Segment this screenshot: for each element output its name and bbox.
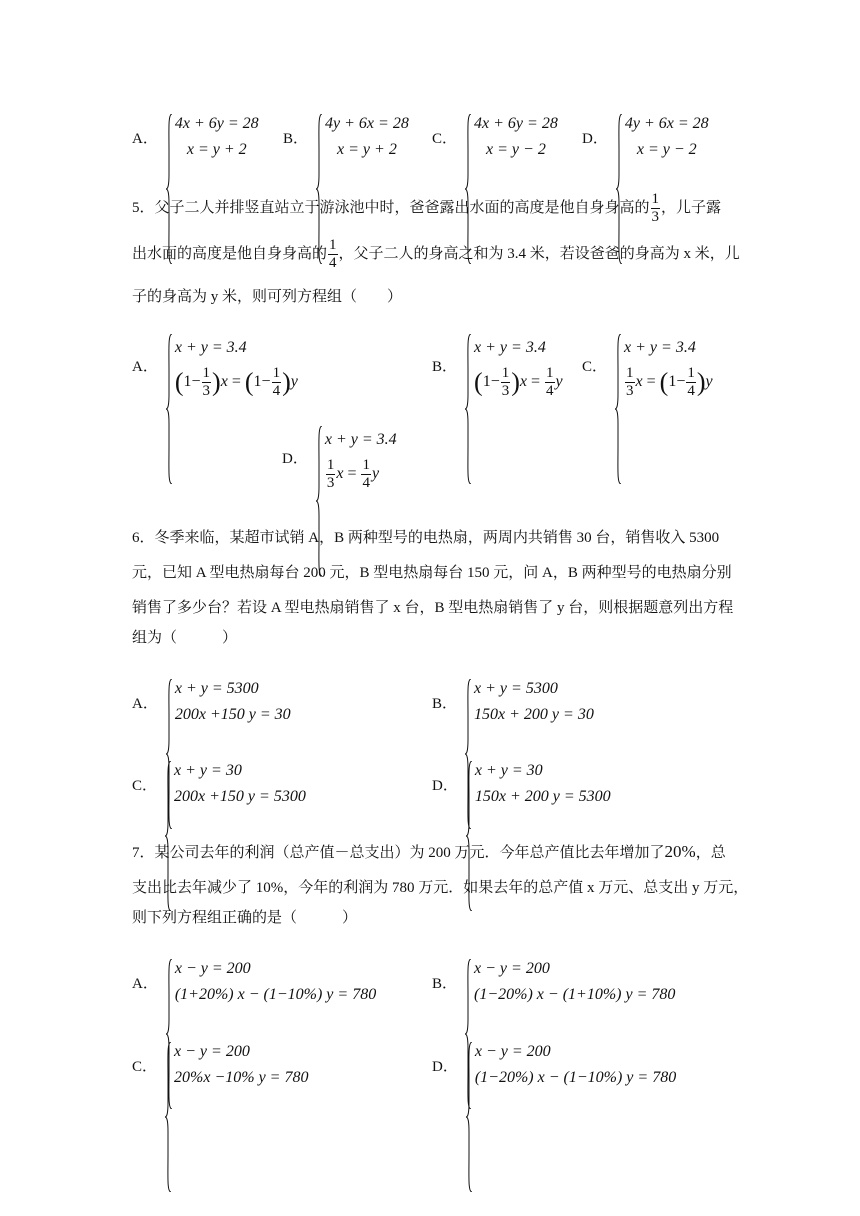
q6-line-4: 组为（ ） [132,630,238,646]
q6-line-1: 6．冬季来临，某超市试销 A，B 两种型号的电热扇，两周内共销售 30 台，销售收入 5300 [132,530,720,546]
q6-option-a[interactable] [132,676,291,728]
equation-1: x − y = 200 [474,1043,551,1060]
equation-system [465,331,563,400]
option-label: B． [432,695,458,712]
equation-system [465,676,594,728]
equation-system [465,111,558,163]
equation-1: x + y = 3.4 [624,339,696,356]
equation-system [166,331,298,400]
option-label: D． [582,130,608,147]
option-label: C． [132,777,158,794]
option-label: B． [432,359,458,375]
q7-option-d[interactable] [432,1039,676,1091]
equation-1: x + y = 5300 [474,680,558,697]
brace-icon [466,1042,472,1192]
q4-option-a[interactable] [132,111,259,163]
equation-system [616,111,709,163]
q5-option-c[interactable] [582,331,713,400]
option-label: B． [432,975,458,992]
q7-line-2: 支出比去年减少了 10%，今年的利润为 780 万元．如果去年的总产值 x 万元、总支出 y 万元， [132,880,749,896]
option-label: D． [282,451,308,467]
brace-icon [166,334,172,484]
equation-1: 4y + 6x = 28 [325,115,409,132]
equation-1: 4x + 6y = 28 [474,115,558,132]
equation-1: x + y = 30 [474,762,543,779]
q4-option-b[interactable] [283,111,409,163]
q6-option-c[interactable] [132,758,306,810]
equation-1: x + y = 3.4 [174,339,247,356]
equation-2: x = y + 2 [337,141,397,158]
equation-system [316,111,409,163]
equation-1: x + y = 30 [174,762,242,779]
equation-system [165,1039,308,1091]
option-label: A． [132,359,158,375]
brace-icon [465,334,471,484]
q6-option-d[interactable] [432,758,611,810]
equation-system [466,1039,676,1091]
q5-line-2: 出水面的高度是他自身身高的 $\frac{1}{4}$ ，父子二人的身高之和为 3.4 米，若设爸爸的身高为 x 米，儿 [132,237,740,272]
equation-2: x = y − 2 [486,141,546,158]
brace-icon [165,1042,171,1192]
equation-2: x = y − 2 [636,141,697,158]
q7-line-1: 7．某公司去年的利润（总产值－总支出）为 200 万元．今年总产值比去年增加了20%，总 [132,842,726,861]
q4-option-d[interactable] [582,111,709,163]
equation-system [166,676,291,728]
fraction-one-quarter: $\frac{1}{4}$ [329,237,337,272]
equation-1: x − y = 200 [174,1043,250,1060]
equation-1: x + y = 3.4 [474,339,546,356]
option-label: C． [582,359,608,375]
equation-1: x + y = 5300 [174,680,259,697]
equation-system [465,956,675,1008]
option-label: D． [432,1058,458,1075]
equation-2: x = y + 2 [186,141,247,158]
equation-2: $\frac{1}{3}$ x = $\frac{1}{4}$ y [326,457,380,491]
equation-2: $\frac{1}{3}$ x = (1− $\frac{1}{4}$ )y [626,365,713,399]
option-label: C． [132,1058,158,1075]
q5-option-a[interactable] [132,331,298,400]
q5-line-1: 5．父子二人并排竖直站立于游泳池中时，爸爸露出水面的高度是他自身身高的 $\frac{1}{3}$ ，儿子露 [132,191,722,226]
q7-option-b[interactable] [432,956,675,1008]
equation-1: x + y = 3.4 [324,431,397,448]
q7-option-c[interactable] [132,1039,308,1091]
option-label: B． [283,130,309,147]
equation-2: 20%x −10% y = 780 [174,1069,309,1086]
equation-1: x − y = 200 [174,960,251,977]
equation-2: (1+20%) x − (1−10%) y = 780 [174,986,377,1003]
equation-system [165,758,306,810]
equation-system [316,423,397,492]
equation-2: 200x +150 y = 30 [174,706,291,723]
q5-line-3: 子的身高为 y 米，则可列方程组（ ） [132,289,403,305]
equation-1: 4x + 6y = 28 [174,115,259,132]
q6-option-b[interactable] [432,676,594,728]
q5-option-b[interactable] [432,331,563,400]
option-label: C． [432,130,458,147]
q6-line-3: 销售了多少台？若设 A 型电热扇销售了 x 台，B 型电热扇销售了 y 台，则根据题意列出方程 [132,600,734,616]
equation-system [166,956,376,1008]
option-label: A． [132,695,158,712]
option-label: A． [132,130,158,147]
equation-system [166,111,259,163]
option-label: D． [432,777,458,794]
equation-2: 150x + 200 y = 30 [474,706,594,723]
equation-1: 4y + 6x = 28 [624,115,709,132]
brace-icon [615,334,621,484]
equation-2: (1−20%) x − (1+10%) y = 780 [474,986,676,1003]
equation-2: (1−20%) x − (1−10%) y = 780 [474,1069,677,1086]
equation-system [466,758,611,810]
q7-option-a[interactable] [132,956,376,1008]
equation-2: (1− $\frac{1}{3}$ )x = $\frac{1}{4}$ y [474,365,563,399]
q7-line-3: 则下列方程组正确的是（ ） [132,910,358,926]
q5-option-d[interactable] [282,423,397,492]
equation-2: (1− $\frac{1}{3}$ )x = (1− $\frac{1}{4}$ )y [174,365,298,399]
fraction-one-third: $\frac{1}{3}$ [651,191,660,226]
equation-1: x − y = 200 [474,960,550,977]
equation-2: 150x + 200 y = 5300 [474,788,611,805]
equation-2: 200x +150 y = 5300 [174,788,306,805]
option-label: A． [132,975,158,992]
q6-line-2: 元，已知 A 型电热扇每台 200 元，B 型电热扇每台 150 元，问 A，B 两种型号的电热扇分别 [132,565,732,581]
q4-option-c[interactable] [432,111,558,163]
equation-system [615,331,713,400]
